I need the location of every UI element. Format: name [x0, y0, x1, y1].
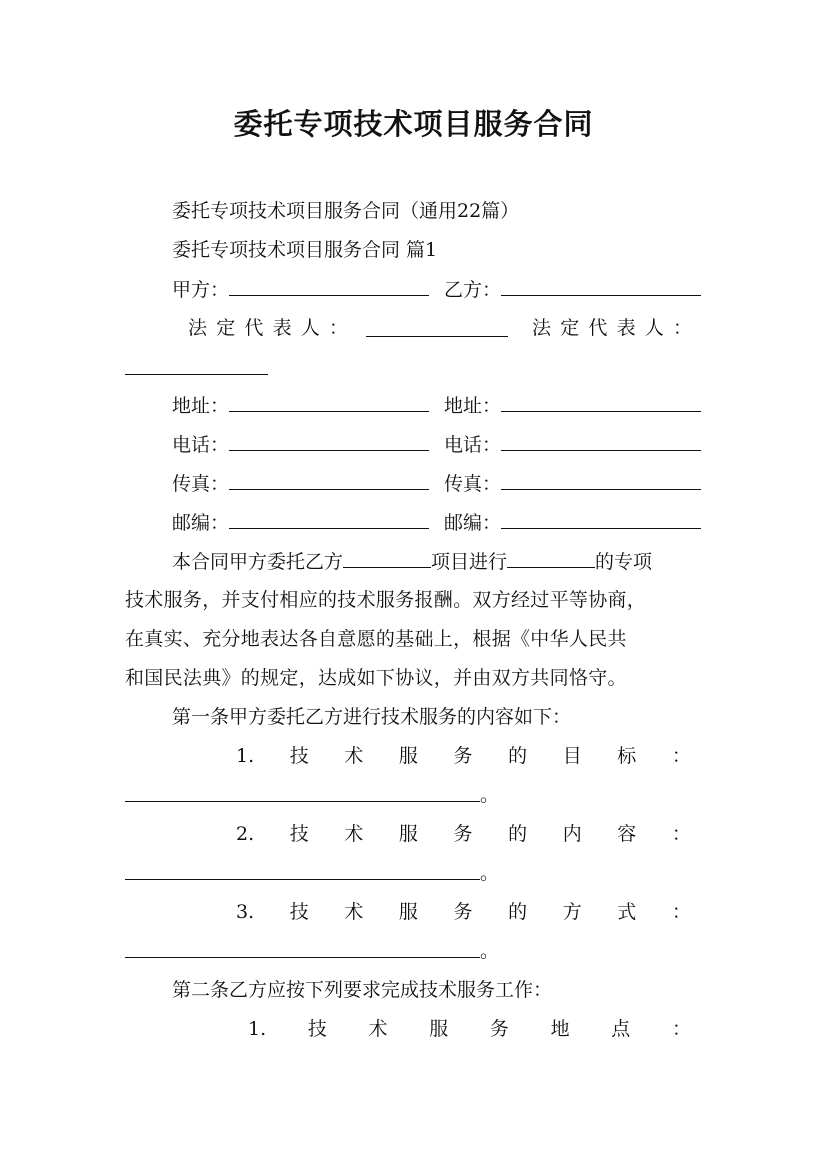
fax-b-row: 传真： — [444, 471, 701, 496]
party-b-row — [444, 277, 701, 302]
postcode-a-blank[interactable] — [229, 510, 429, 529]
phone-a-blank[interactable] — [229, 432, 429, 451]
intro-service-blank[interactable] — [507, 549, 595, 568]
party-b-label: 乙方： — [444, 279, 502, 301]
article1-item3-end: 。 — [480, 940, 500, 962]
rep-a-label: 法 定 代 表 人 ： — [188, 317, 348, 339]
address-b-blank[interactable] — [501, 393, 701, 412]
intro-line-4: 和国民法典》的规定，达成如下协议，并由双方共同恪守。 — [125, 667, 627, 689]
phone-b-row: 电话： — [444, 432, 701, 457]
address-a-row: 地址： — [172, 393, 429, 418]
article1-item2-end: 。 — [480, 862, 500, 884]
phone-b-blank[interactable] — [501, 432, 701, 451]
phone-a-row: 电话： — [172, 432, 429, 457]
address-a-blank[interactable] — [229, 393, 429, 412]
intro-project-blank[interactable] — [343, 549, 431, 568]
fax-b-blank[interactable] — [501, 471, 701, 490]
rep-b-label: 法 定 代 表 人 ： — [532, 317, 692, 339]
intro-line-3: 在真实、充分地表达各自意愿的基础上，根据《中华人民共 — [125, 628, 627, 650]
subtitle: 委托专项技术项目服务合同（通用22篇） — [172, 200, 520, 222]
article1-item2-blank[interactable] — [125, 879, 480, 880]
piece-heading: 委托专项技术项目服务合同 篇1 — [172, 239, 438, 261]
postcode-a-row: 邮编： — [172, 510, 429, 535]
intro-line-2: 技术服务，并支付相应的技术服务报酬。双方经过平等协商， — [125, 589, 647, 611]
article1-item3-blank[interactable] — [125, 957, 480, 958]
fax-a-row: 传真： — [172, 471, 429, 496]
party-a-blank[interactable] — [229, 277, 429, 296]
postcode-b-row: 邮编： — [444, 510, 701, 535]
article2-item1: 1. 技 术 服 务 地 点 ： — [248, 1018, 691, 1040]
address-b-row: 地址： — [444, 393, 701, 418]
article1-heading: 第一条甲方委托乙方进行技术服务的内容如下： — [172, 706, 572, 728]
article1-item2: 2. 技 术 服 务 的 内 容 ： — [236, 823, 691, 845]
article1-item1: 1. 技 术 服 务 的 目 标 ： — [236, 745, 691, 767]
article1-item3: 3. 技 术 服 务 的 方 式 ： — [236, 901, 691, 923]
rep-b-blank[interactable] — [125, 374, 268, 375]
article1-item1-blank[interactable] — [125, 801, 480, 802]
document-title: 委托专项技术项目服务合同 — [233, 107, 594, 141]
postcode-b-blank[interactable] — [501, 510, 701, 529]
rep-a-blank[interactable] — [366, 336, 508, 337]
intro-line-1: 本合同甲方委托乙方 项目进行 的专项 — [172, 551, 653, 573]
party-a-label: 甲方： — [172, 279, 230, 301]
fax-a-blank[interactable] — [229, 471, 429, 490]
party-a-row — [172, 277, 429, 302]
article2-heading: 第二条乙方应按下列要求完成技术服务工作： — [172, 979, 553, 1001]
party-b-blank[interactable] — [501, 277, 701, 296]
article1-item1-end: 。 — [480, 784, 500, 806]
